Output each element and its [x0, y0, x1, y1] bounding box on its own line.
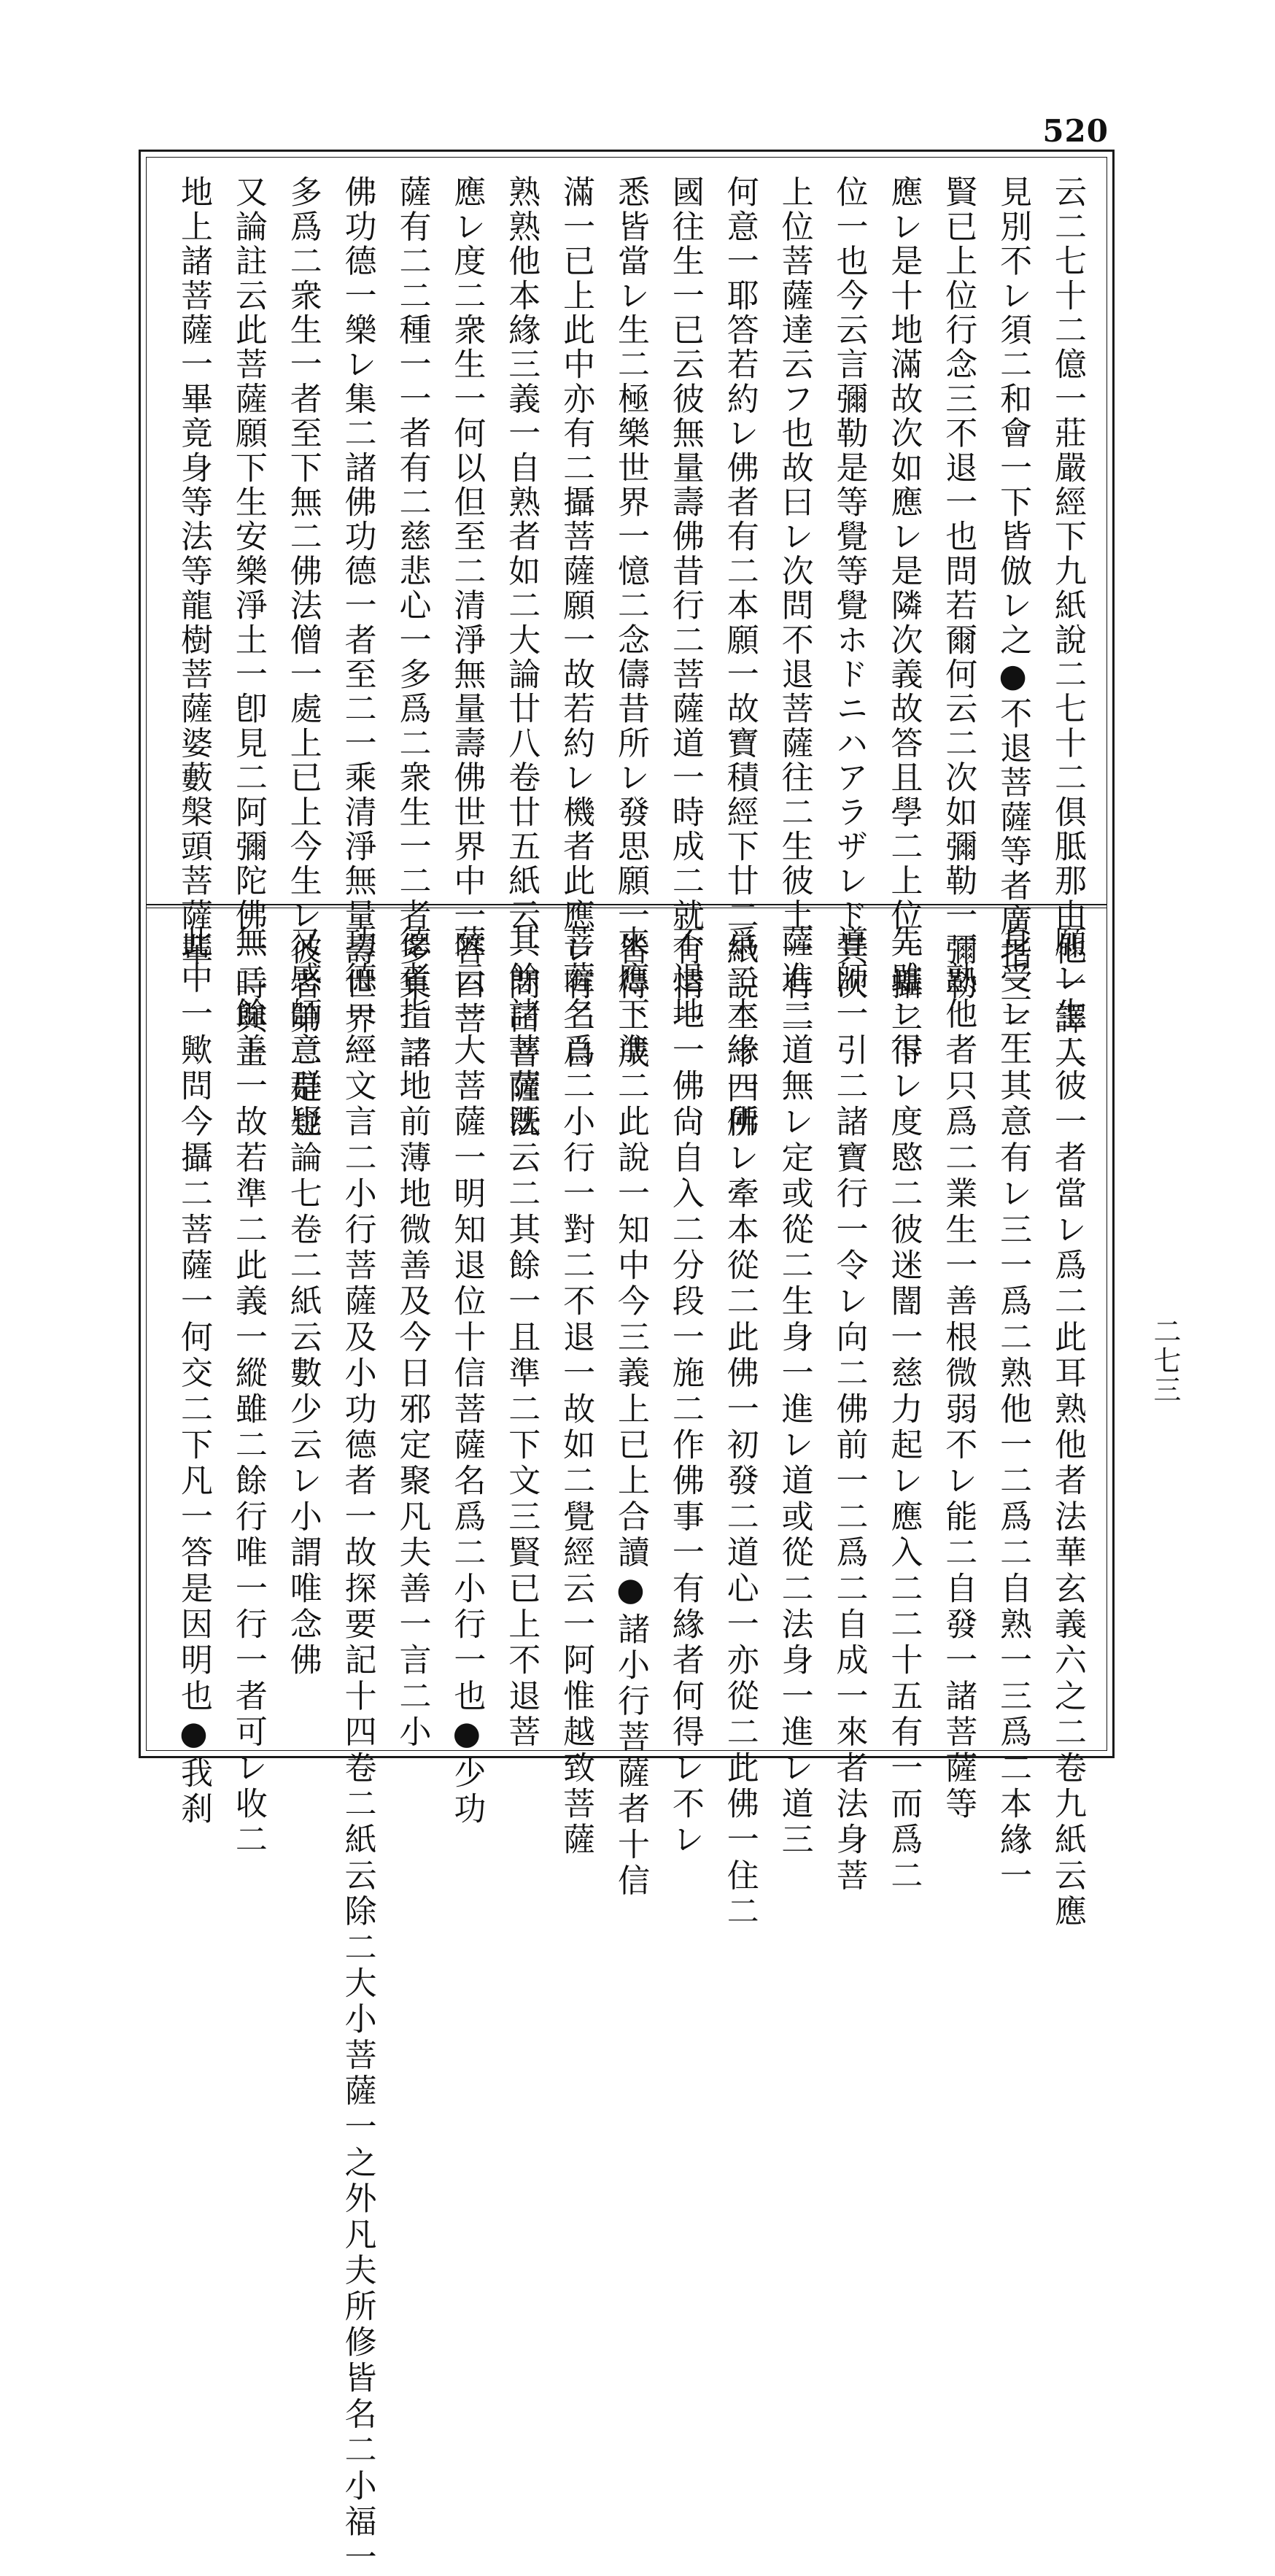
text-column: 國往生一已云彼無量壽佛昔行二菩薩道一時成二就有情一: [666, 175, 704, 1036]
text-column: 其餘諸菩薩既云二其餘一且準二下文三賢已上不退菩: [503, 925, 540, 1751]
text-column: 地上諸菩薩一畢竟身等法等龍樹菩薩婆藪槃頭菩薩輩: [175, 175, 212, 967]
text-column: 又感師意群疑論七卷二紙云數少云レ小謂唯念佛: [284, 925, 322, 1679]
text-column: 應レ度二衆生一何以但至二清淨無量壽佛世界中一答曰菩: [448, 175, 486, 1036]
text-column: 德者指二地前薄地微善及今日邪定聚凡夫善一言二小: [393, 925, 431, 1751]
text-column: 願レ生二彼一者當レ爲二此耳熟他者法華玄義六之二卷九紙云應: [1049, 925, 1086, 1930]
text-column: 不退地一佛尙自入二分段一施二作佛事一有緣者何得レ不レ: [666, 925, 704, 1859]
page-number: 520: [1042, 113, 1109, 149]
text-column: 導師一引二諸寶行一令レ向二佛前一二爲二自成一來者法身菩: [830, 925, 868, 1895]
folio-number: 二七三: [1149, 1317, 1181, 1404]
text-column: 云二七十二億一莊嚴經下九紙說二七十二俱胝那由他一譯人: [1049, 175, 1086, 1071]
text-column: 熟熟他本緣三義一自熟者如二大論廿八卷廿五紙云一問曰菩薩法: [503, 175, 540, 1140]
text-column: 薩云一大菩薩一明知退位十信菩薩名爲二小行一也●少功: [448, 925, 486, 1827]
text-column: 身受レ生其意有レ三一爲二熟他一二爲二自熟一三爲二本緣一: [994, 925, 1032, 1895]
text-column: 上位菩薩達云フ也故曰レ次問不退菩薩往二生彼土一有二: [775, 175, 813, 1036]
text-column: 滿一已上此中亦有二攝菩薩願一故若約レ機者此應レ有二自: [557, 175, 595, 1071]
text-column: 佛功德一樂レ集二諸佛功德一者至二一乘清淨無量壽世界一: [338, 175, 376, 1071]
text-column: 此中一歟問今攝二菩薩一何交二下凡一答是因明也●我刹: [175, 925, 212, 1827]
text-column: 薩進二道無レ定或從二生身一進レ道或從二法身一進レ道三: [775, 925, 813, 1859]
text-column: 菩薩名爲二小行一對二不退一故如二覺經云一阿惟越致菩薩: [557, 925, 595, 1859]
text-column: 賢已上位行念三不退一也問若爾何云二次如彌勒一彌勒: [939, 175, 977, 1002]
upper-text-panel: [169, 175, 1088, 1140]
text-column: 無二餘善一故若準二此義一縱雖二餘行唯一行一者可レ收二: [229, 925, 267, 1859]
text-column: 悉皆當レ生二極樂世界一憶二念儔昔所レ發思願一皆得二成: [612, 175, 649, 1071]
lower-text-panel: [169, 925, 1088, 2576]
text-column: 爲二本緣一所レ牽本從二此佛一初發二道心一亦從二此佛一住二: [721, 925, 759, 1930]
text-column: 又論註云此菩薩願下生安樂淨土一卽見二阿彌陀佛一時與上: [229, 175, 267, 1071]
text-column: 多爲二衆生一者至下無二佛法僧一處上已上今生レ彼者第二是也: [284, 175, 322, 1140]
text-column: 功德一經文言二小行菩薩及小功德者一故探要記十四卷二紙云除二大小菩薩一之外凡夫所修皆名二小福一: [338, 925, 376, 2576]
text-column: 先雖レ得レ度愍二彼迷闇一慈力起レ應入二二十五有一而爲二: [885, 925, 923, 1895]
text-column: 薩有二二種一一者有二慈悲心一多爲二衆生一二者多集二諸: [393, 175, 431, 1071]
text-column: 應レ是十地滿故次如應レ是隣次義故答且學二上位一攝二下: [885, 175, 923, 1071]
text-column: 位一也今云言彌勒是等覺等覺ホドニハアラザレド其次: [830, 175, 868, 1002]
text-column: 一熟他者只爲二業生一善根微弱不レ能二自發一諸菩薩等: [939, 925, 977, 1822]
text-column: 來應下準二此說一知中今三義上已上合讀●諸小行菩薩者十信: [612, 925, 649, 1900]
text-column: 何意一耶答若約レ佛者有二本願一故寶積經下廿二紙說二十四佛: [721, 175, 759, 1140]
text-column: 見別不レ須二和會一下皆倣レ之●不退菩薩等者廣指二三: [994, 175, 1032, 1041]
